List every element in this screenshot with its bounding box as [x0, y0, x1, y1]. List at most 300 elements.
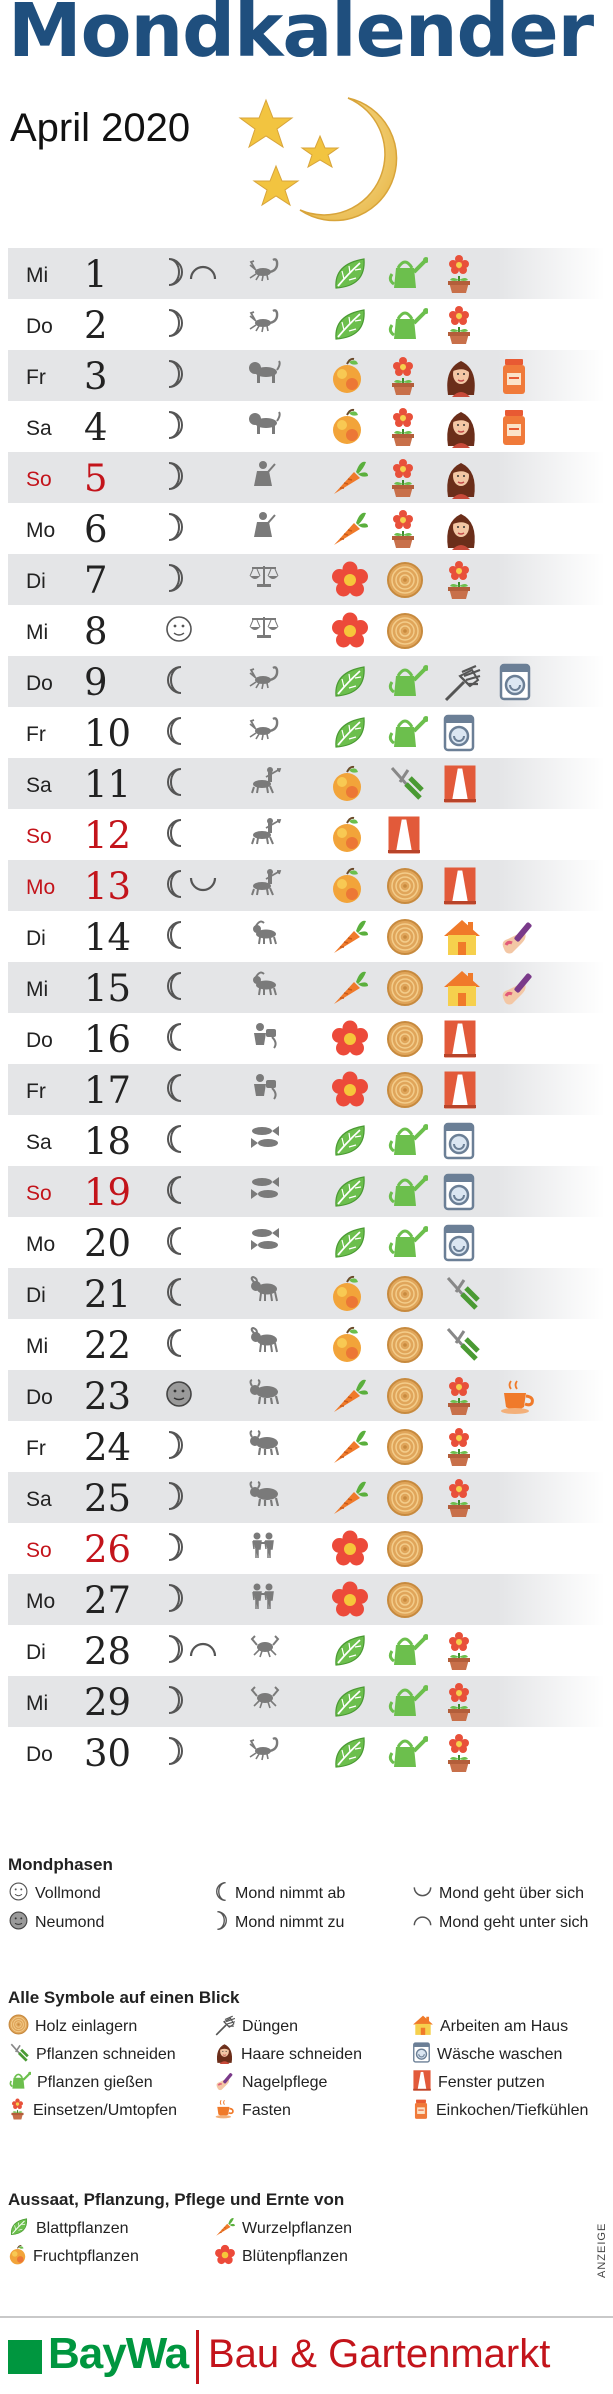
- calendar-row: [8, 962, 605, 1013]
- advertisement-label: ANZEIGE: [596, 2222, 608, 2278]
- wood-icon: [386, 1375, 442, 1417]
- weekday-label: Fr: [26, 1080, 46, 1103]
- legend-item-fruit: [8, 2244, 139, 2270]
- leaf-icon: [330, 1732, 386, 1774]
- flowerpot-icon: [442, 1732, 498, 1774]
- legend-label: Fasten: [242, 2102, 291, 2119]
- house-icon: [442, 916, 498, 958]
- legend-item-carrot: [214, 2216, 352, 2242]
- fruit-icon: [330, 763, 386, 805]
- legend-label: Arbeiten am Haus: [440, 2018, 569, 2035]
- legend-item-leaf: [8, 2216, 129, 2242]
- moon-phase-cell: [164, 920, 246, 954]
- moon-waxing-icon: [164, 512, 186, 547]
- weekday-label: Mo: [26, 1590, 56, 1613]
- activity-icons: [330, 661, 554, 703]
- flowerpot-icon: [386, 406, 442, 448]
- activity-icons: [330, 304, 498, 346]
- activity-icons: [330, 508, 498, 550]
- moon-waning-icon: [164, 1124, 186, 1159]
- weekday-label: So: [26, 1539, 52, 1562]
- month-title: April 2020: [10, 106, 191, 150]
- legend-label: Haare schneiden: [241, 2046, 362, 2063]
- legend-label: Mond geht über sich: [439, 1885, 584, 1902]
- day-number: 30: [84, 1732, 132, 1775]
- moon-waxing-icon: [164, 1532, 186, 1567]
- woman-icon: [442, 406, 498, 448]
- flowerpot-icon: [442, 1630, 498, 1672]
- washer-icon: [498, 661, 554, 703]
- shears-icon: [442, 1273, 498, 1315]
- can-icon: [386, 253, 442, 295]
- activity-icons: [330, 1732, 498, 1774]
- moon-phase-cell: [164, 410, 246, 444]
- day-number: 4: [84, 406, 108, 449]
- activity-icons: [330, 916, 554, 958]
- washer-icon: [442, 1120, 498, 1162]
- flowerpot-icon: [386, 457, 442, 499]
- carrot-icon: [330, 967, 386, 1009]
- zodiac-leo-icon: [248, 358, 292, 394]
- day-number: 20: [84, 1222, 132, 1265]
- over-icon: [412, 1884, 439, 1904]
- calendar-row: [8, 1727, 605, 1778]
- activity-icons: [330, 865, 498, 907]
- moon-phase-cell: [164, 308, 246, 342]
- moon-waning-icon: [164, 1175, 186, 1210]
- zodiac-capricorn-icon: [248, 970, 292, 1006]
- day-number: 29: [84, 1681, 132, 1724]
- calendar-row: [8, 1472, 605, 1523]
- calendar-table: [8, 248, 605, 1778]
- moon-waning-icon: [164, 1328, 186, 1363]
- legend-item-flowerpot: [8, 2098, 177, 2124]
- calendar-row: [8, 911, 605, 962]
- day-number: 9: [84, 661, 108, 704]
- day-number: 15: [84, 967, 132, 1010]
- window-icon: [442, 865, 498, 907]
- leaf-icon: [330, 712, 386, 754]
- wood-icon: [386, 610, 442, 652]
- can-icon: [386, 1630, 442, 1672]
- blossom-icon: [330, 1579, 386, 1621]
- footer-brand-bar: [0, 2316, 613, 2394]
- weekday-label: Fr: [26, 1437, 46, 1460]
- moon-waning-icon: [164, 716, 186, 751]
- blossom-icon: [330, 1018, 386, 1060]
- cup-icon: [214, 2098, 242, 2124]
- washer-icon: [442, 712, 498, 754]
- moon-waning-icon: [164, 920, 186, 955]
- moon-waning-icon: [164, 869, 186, 904]
- waning-icon: [214, 1881, 235, 1907]
- activity-icons: [330, 1426, 498, 1468]
- moon-waxing-icon: [164, 308, 186, 343]
- leaf-icon: [8, 2216, 36, 2243]
- footer-separator: [196, 2330, 199, 2384]
- calendar-row: [8, 707, 605, 758]
- zodiac-capricorn-icon: [248, 919, 292, 955]
- legend-item-over: [412, 1881, 584, 1907]
- legend-symbols-title: Alle Symbole auf einen Blick: [8, 1988, 240, 2007]
- weekday-label: So: [26, 825, 52, 848]
- flowerpot-icon: [442, 1681, 498, 1723]
- activity-icons: [330, 1171, 498, 1213]
- calendar-row: [8, 1676, 605, 1727]
- fruit-icon: [330, 1324, 386, 1366]
- legend-item-full: [8, 1881, 101, 1907]
- moon-phase-cell: [164, 257, 246, 291]
- activity-icons: [330, 814, 442, 856]
- blossom-icon: [330, 1069, 386, 1111]
- moon-phase-cell: [164, 614, 246, 648]
- carrot-icon: [330, 1477, 386, 1519]
- moon-waxing-icon: [164, 257, 186, 292]
- window-icon: [442, 1069, 498, 1111]
- weekday-label: Fr: [26, 723, 46, 746]
- calendar-row: [8, 1319, 605, 1370]
- weekday-label: Mo: [26, 519, 56, 542]
- zodiac-libra-icon: [248, 613, 292, 649]
- under-icon: [412, 1913, 439, 1933]
- legend-label: Fenster putzen: [438, 2074, 545, 2091]
- leaf-icon: [330, 1681, 386, 1723]
- weekday-label: Sa: [26, 417, 52, 440]
- calendar-row: [8, 1370, 605, 1421]
- activity-icons: [330, 712, 498, 754]
- weekday-label: Di: [26, 1641, 46, 1664]
- legend-item-waxing: [214, 1910, 344, 1936]
- legend-item-house: [412, 2014, 568, 2040]
- legend-label: Einkochen/Tiefkühlen: [436, 2102, 589, 2119]
- weekday-label: Do: [26, 1386, 53, 1409]
- wood-icon: [386, 1426, 442, 1468]
- wood-icon: [386, 916, 442, 958]
- zodiac-scorpio-icon: [248, 715, 292, 751]
- weekday-label: Di: [26, 927, 46, 950]
- woman-icon: [442, 355, 498, 397]
- moon-phase-cell: [164, 1226, 246, 1260]
- legend-plants: [8, 2190, 605, 2280]
- weekday-label: Di: [26, 1284, 46, 1307]
- blossom-icon: [330, 1528, 386, 1570]
- wood-icon: [8, 2014, 35, 2040]
- wood-icon: [386, 1579, 442, 1621]
- day-number: 24: [84, 1426, 132, 1469]
- weekday-label: So: [26, 468, 52, 491]
- activity-icons: [330, 763, 498, 805]
- zodiac-sagittarius-icon: [248, 766, 292, 802]
- moon-waxing-icon: [164, 1634, 186, 1669]
- day-number: 5: [84, 457, 108, 500]
- zodiac-sagittarius-icon: [248, 817, 292, 853]
- moon-phase-cell: [164, 1277, 246, 1311]
- day-number: 18: [84, 1120, 132, 1163]
- weekday-label: Mi: [26, 264, 49, 287]
- day-number: 11: [84, 763, 132, 806]
- moon-phase-cell: [164, 1736, 246, 1770]
- activity-icons: [330, 1018, 498, 1060]
- weekday-label: Mi: [26, 978, 49, 1001]
- moon-waxing-icon: [164, 1685, 186, 1720]
- moon-waning-icon: [164, 1073, 186, 1108]
- calendar-row: [8, 401, 605, 452]
- day-number: 8: [84, 610, 108, 653]
- calendar-row: [8, 299, 605, 350]
- calendar-row: [8, 1421, 605, 1472]
- day-number: 28: [84, 1630, 132, 1673]
- day-number: 1: [84, 253, 108, 296]
- wood-icon: [386, 1477, 442, 1519]
- calendar-row: [8, 248, 605, 299]
- house-icon: [442, 967, 498, 1009]
- legend-label: Holz einlagern: [35, 2018, 138, 2035]
- calendar-row: [8, 1574, 605, 1625]
- legend-item-fork: [214, 2014, 298, 2040]
- weekday-label: Mo: [26, 1233, 56, 1256]
- shears-icon: [8, 2042, 36, 2069]
- fruit-icon: [330, 865, 386, 907]
- weekday-label: So: [26, 1182, 52, 1205]
- house-icon: [412, 2014, 440, 2041]
- day-number: 17: [84, 1069, 132, 1112]
- activity-icons: [330, 406, 554, 448]
- activity-icons: [330, 1375, 554, 1417]
- wood-icon: [386, 1528, 442, 1570]
- legend-item-cup: [214, 2098, 291, 2124]
- zodiac-cancer-icon: [248, 1684, 292, 1720]
- legend-label: Nagelpflege: [242, 2074, 328, 2091]
- day-number: 2: [84, 304, 108, 347]
- wood-icon: [386, 1069, 442, 1111]
- blossom-icon: [330, 610, 386, 652]
- moon-waxing-icon: [164, 1583, 186, 1618]
- legend-label: Mond nimmt ab: [235, 1885, 346, 1902]
- moon-phase-cell: [164, 767, 246, 801]
- woman-icon: [442, 457, 498, 499]
- day-number: 14: [84, 916, 132, 959]
- blossom-icon: [330, 559, 386, 601]
- weekday-label: Mo: [26, 876, 56, 899]
- carrot-icon: [214, 2216, 242, 2243]
- calendar-row: [8, 1166, 605, 1217]
- carrot-icon: [330, 1375, 386, 1417]
- calendar-row: [8, 605, 605, 656]
- calendar-row: [8, 503, 605, 554]
- moon-waning-icon: [164, 971, 186, 1006]
- can-icon: [8, 2070, 37, 2097]
- moon-waning-icon: [164, 1277, 186, 1312]
- wood-icon: [386, 865, 442, 907]
- legend-item-under: [412, 1910, 588, 1936]
- wood-icon: [386, 559, 442, 601]
- can-icon: [386, 1681, 442, 1723]
- zodiac-scorpio-icon: [248, 664, 292, 700]
- moon-phase-cell: [164, 1532, 246, 1566]
- can-icon: [386, 1222, 442, 1264]
- woman-icon: [442, 508, 498, 550]
- moon-new-icon: [164, 1379, 194, 1414]
- moon-phase-cell: [164, 1685, 246, 1719]
- moon-under-icon: [188, 1638, 218, 1665]
- moon-phase-cell: [164, 1634, 246, 1668]
- zodiac-scorpio-icon: [248, 307, 292, 343]
- moon-waxing-icon: [164, 461, 186, 496]
- legend-symbols: [8, 1988, 605, 2138]
- day-number: 19: [84, 1171, 132, 1214]
- moon-phase-cell: [164, 563, 246, 597]
- weekday-label: Do: [26, 1743, 53, 1766]
- page-title: Mondkalender: [8, 0, 594, 74]
- legend-label: Pflanzen schneiden: [36, 2046, 176, 2063]
- flowerpot-icon: [386, 508, 442, 550]
- wood-icon: [386, 1018, 442, 1060]
- full-icon: [8, 1881, 35, 1907]
- legend-item-waning: [214, 1881, 345, 1907]
- calendar-row: [8, 1064, 605, 1115]
- fruit-icon: [330, 355, 386, 397]
- moon-phase-cell: [164, 1583, 246, 1617]
- activity-icons: [330, 1222, 498, 1264]
- calendar-row: [8, 758, 605, 809]
- flowerpot-icon: [442, 304, 498, 346]
- moon-waning-icon: [164, 1226, 186, 1261]
- day-number: 16: [84, 1018, 132, 1061]
- leaf-icon: [330, 1171, 386, 1213]
- moon-phase-cell: [164, 359, 246, 393]
- calendar-row: [8, 554, 605, 605]
- zodiac-aries-icon: [248, 1276, 292, 1312]
- calendar-row: [8, 1115, 605, 1166]
- moon-waning-icon: [164, 665, 186, 700]
- leaf-icon: [330, 253, 386, 295]
- moon-waxing-icon: [164, 410, 186, 445]
- weekday-label: Sa: [26, 1488, 52, 1511]
- fruit-icon: [330, 406, 386, 448]
- day-number: 21: [84, 1273, 132, 1316]
- activity-icons: [330, 559, 498, 601]
- zodiac-gemini-icon: [248, 1582, 292, 1618]
- jar-icon: [412, 2098, 436, 2125]
- brand-tagline: Bau & Gartenmarkt: [208, 2332, 551, 2376]
- weekday-label: Fr: [26, 366, 46, 389]
- new-icon: [8, 1910, 35, 1936]
- weekday-label: Do: [26, 672, 53, 695]
- leaf-icon: [330, 1120, 386, 1162]
- moon-waxing-icon: [164, 563, 186, 598]
- calendar-row: [8, 1523, 605, 1574]
- activity-icons: [330, 457, 498, 499]
- flowerpot-icon: [386, 355, 442, 397]
- legend-label: Blattpflanzen: [36, 2220, 129, 2237]
- moon-waxing-icon: [164, 359, 186, 394]
- moon-phase-cell: [164, 1073, 246, 1107]
- moon-phase-cell: [164, 1481, 246, 1515]
- calendar-row: [8, 1217, 605, 1268]
- moon-phase-cell: [164, 1430, 246, 1464]
- weekday-label: Mi: [26, 1692, 49, 1715]
- activity-icons: [330, 1528, 442, 1570]
- zodiac-scorpio-icon: [248, 256, 292, 292]
- day-number: 26: [84, 1528, 132, 1571]
- day-number: 22: [84, 1324, 132, 1367]
- blossom-icon: [214, 2244, 242, 2271]
- moon-phase-cell: [164, 818, 246, 852]
- weekday-label: Do: [26, 1029, 53, 1052]
- leaf-icon: [330, 1630, 386, 1672]
- moon-waxing-icon: [164, 1481, 186, 1516]
- moon-phase-cell: [164, 1124, 246, 1158]
- moon-full-icon: [164, 614, 194, 649]
- legend-label: Pflanzen gießen: [37, 2074, 153, 2091]
- moon-waning-icon: [164, 767, 186, 802]
- legend-moon-phases-title: Mondphasen: [8, 1855, 113, 1874]
- activity-icons: [330, 967, 554, 1009]
- nail-icon: [498, 916, 554, 958]
- day-number: 25: [84, 1477, 132, 1520]
- can-icon: [386, 712, 442, 754]
- baywa-logo-square: [8, 2340, 42, 2374]
- legend-item-new: [8, 1910, 104, 1936]
- zodiac-gemini-icon: [248, 1531, 292, 1567]
- activity-icons: [330, 1069, 498, 1111]
- legend-moon-phases: [8, 1855, 605, 1945]
- legend-item-nail: [214, 2070, 327, 2096]
- zodiac-libra-icon: [248, 562, 292, 598]
- wood-icon: [386, 967, 442, 1009]
- legend-item-can: [8, 2070, 153, 2096]
- fruit-icon: [330, 1273, 386, 1315]
- calendar-row: [8, 656, 605, 707]
- flowerpot-icon: [442, 559, 498, 601]
- legend-label: Mond geht unter sich: [439, 1914, 589, 1931]
- zodiac-aquarius-icon: [248, 1021, 292, 1057]
- zodiac-aries-icon: [248, 1327, 292, 1363]
- weekday-label: Mi: [26, 1335, 49, 1358]
- zodiac-pisces-icon: [248, 1123, 292, 1159]
- legend-item-window: [412, 2070, 545, 2096]
- can-icon: [386, 661, 442, 703]
- day-number: 12: [84, 814, 132, 857]
- activity-icons: [330, 253, 498, 295]
- zodiac-taurus-icon: [248, 1480, 292, 1516]
- flowerpot-icon: [442, 1375, 498, 1417]
- nail-icon: [498, 967, 554, 1009]
- activity-icons: [330, 1324, 498, 1366]
- can-icon: [386, 1171, 442, 1213]
- legend-item-blossom: [214, 2244, 348, 2270]
- moon-waxing-icon: [164, 1430, 186, 1465]
- day-number: 27: [84, 1579, 132, 1622]
- legend-label: Wurzelpflanzen: [242, 2220, 352, 2237]
- leaf-icon: [330, 304, 386, 346]
- legend-label: Vollmond: [35, 1885, 101, 1902]
- legend-item-washer: [412, 2042, 562, 2068]
- weekday-label: Sa: [26, 1131, 52, 1154]
- fruit-icon: [8, 2244, 33, 2271]
- moon-waxing-icon: [164, 1736, 186, 1771]
- moon-over-icon: [188, 873, 218, 900]
- washer-icon: [412, 2042, 437, 2068]
- zodiac-taurus-icon: [248, 1378, 292, 1414]
- legend-item-jar: [412, 2098, 588, 2124]
- leaf-icon: [330, 1222, 386, 1264]
- washer-icon: [442, 1222, 498, 1264]
- calendar-row: [8, 1625, 605, 1676]
- carrot-icon: [330, 1426, 386, 1468]
- zodiac-pisces-icon: [248, 1225, 292, 1261]
- carrot-icon: [330, 508, 386, 550]
